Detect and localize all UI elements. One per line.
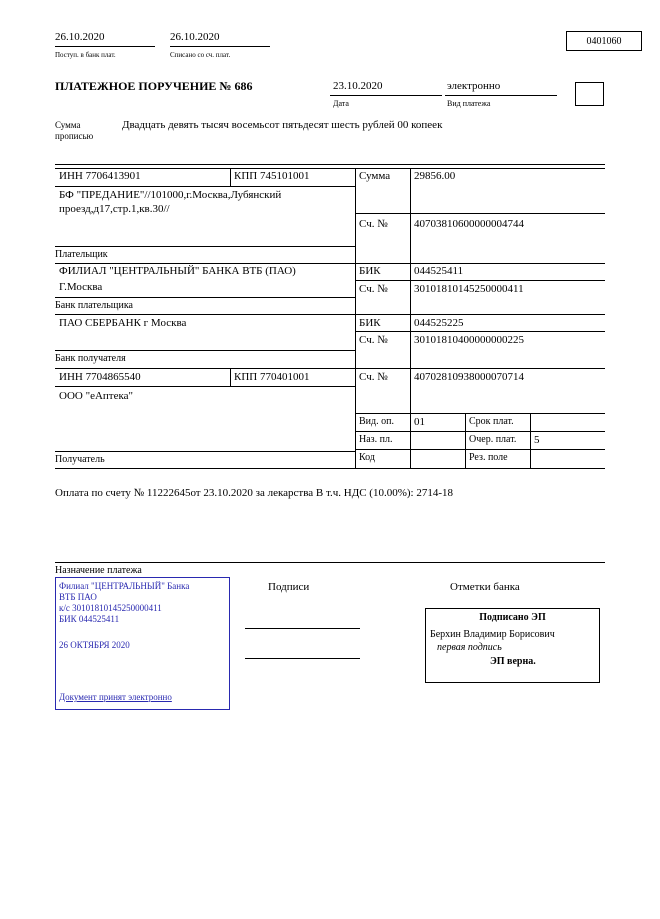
- receiver-bank-caption: Банк получателя: [55, 353, 126, 364]
- esignature-verified: ЭП верна.: [490, 656, 536, 667]
- debited-date-underline: [170, 46, 270, 47]
- receiver-caption: Получатель: [55, 454, 105, 465]
- payer-bank-name: ФИЛИАЛ "ЦЕНТРАЛЬНЫЙ" БАНКА ВТБ (ПАО): [59, 265, 296, 277]
- signature-line-1: [245, 628, 360, 629]
- esignature-title: Подписано ЭП: [479, 612, 546, 623]
- stamp-note: Документ принят электронно: [59, 692, 172, 702]
- amount-words-label-2: прописью: [55, 131, 94, 141]
- priority-label: Очер. плат.: [469, 434, 517, 445]
- debited-date: 26.10.2020: [170, 31, 220, 43]
- received-date: 26.10.2020: [55, 31, 105, 43]
- stamp-bank-line1: Филиал "ЦЕНТРАЛЬНЫЙ" Банка: [59, 581, 190, 591]
- receiver-kpp: КПП 770401001: [234, 371, 310, 383]
- sum-label: Сумма: [359, 170, 391, 182]
- divider: [355, 213, 605, 214]
- signature-line-2: [245, 658, 360, 659]
- document-date-underline: [330, 95, 442, 96]
- divider: [355, 449, 605, 450]
- sum-value: 29856.00: [414, 170, 456, 182]
- table-border-top: [55, 168, 605, 169]
- document-title: ПЛАТЕЖНОЕ ПОРУЧЕНИЕ № 686: [55, 79, 253, 93]
- received-date-label: Поступ. в банк плат.: [55, 51, 116, 59]
- divider: [410, 168, 411, 468]
- payment-type-checkbox: [575, 82, 604, 106]
- divider: [530, 413, 531, 468]
- stamp-date: 26 ОКТЯБРЯ 2020: [59, 640, 130, 650]
- stamp-bank-line2: ВТБ ПАО: [59, 592, 97, 602]
- divider: [465, 413, 466, 468]
- purpose-divider: [55, 562, 605, 563]
- receiver-account-label: Сч. №: [359, 371, 388, 383]
- divider: [230, 368, 231, 386]
- receiver-bank-bik: 044525225: [414, 317, 464, 329]
- priority-value: 5: [534, 434, 540, 446]
- payment-type: электронно: [447, 80, 501, 92]
- divider: [355, 280, 605, 281]
- signatures-header: Подписи: [268, 581, 310, 593]
- payer-kpp: КПП 745101001: [234, 170, 310, 182]
- bank-marks-header: Отметки банка: [450, 581, 520, 593]
- divider: [355, 331, 605, 332]
- payer-caption: Плательщик: [55, 249, 108, 260]
- document-date-label: Дата: [333, 99, 349, 108]
- payer-account-label: Сч. №: [359, 218, 388, 230]
- document-date: 23.10.2020: [333, 80, 383, 92]
- divider: [55, 186, 355, 187]
- payer-bank-bik: 044525411: [414, 265, 464, 277]
- receiver-bank-account: 30101810400000000225: [414, 334, 524, 346]
- payer-bank-caption: Банк плательщика: [55, 300, 133, 311]
- amount-in-words: Двадцать девять тысяч восемьсот пятьдесят шесть рублей 00 копеек: [122, 119, 443, 131]
- payer-name: БФ "ПРЕДАНИЕ"//101000,г.Москва,Лубянский проезд,д17,стр.1,кв.30//: [59, 189, 282, 215]
- reserve-field-label: Рез. поле: [469, 452, 508, 463]
- amount-words-divider: [55, 164, 605, 165]
- payer-inn: ИНН 7706413901: [59, 170, 141, 182]
- payment-purpose-text: Оплата по счету № 11222645от 23.10.2020 за лекарства В т.ч. НДС (10.00%): 2714-18: [55, 487, 453, 499]
- divider: [355, 168, 356, 468]
- divider: [55, 263, 605, 264]
- payer-bank-account: 30101810145250000411: [414, 283, 524, 295]
- pay-term-label: Срок плат.: [469, 416, 514, 427]
- payment-purpose-caption: Назначение платежа: [55, 565, 142, 576]
- divider: [230, 168, 231, 186]
- divider: [55, 368, 605, 369]
- payer-bank-bik-label: БИК: [359, 265, 381, 277]
- amount-words-label-1: Сумма: [55, 120, 81, 130]
- receiver-account: 40702810938000070714: [414, 371, 524, 383]
- divider: [55, 386, 355, 387]
- esignature-sub: первая подпись: [437, 642, 502, 653]
- payment-type-label: Вид платежа: [447, 99, 491, 108]
- stamp-corr-account: к/с 30101810145250000411: [59, 603, 162, 613]
- divider: [355, 413, 605, 414]
- divider: [55, 350, 355, 351]
- received-date-underline: [55, 46, 155, 47]
- payer-bank-city: Г.Москва: [59, 281, 103, 293]
- esignature-name: Берхин Владимир Борисович: [430, 629, 555, 640]
- divider: [355, 431, 605, 432]
- divider: [55, 297, 355, 298]
- purpose-code-label: Наз. пл.: [359, 434, 393, 445]
- receiver-bank-bik-label: БИК: [359, 317, 381, 329]
- receiver-inn: ИНН 7704865540: [59, 371, 141, 383]
- form-code-box: 0401060: [566, 31, 642, 51]
- debited-date-label: Списано со сч. плат.: [170, 51, 231, 59]
- divider: [55, 451, 355, 452]
- divider: [55, 246, 355, 247]
- receiver-name: ООО "еАптека": [59, 390, 134, 402]
- payment-type-underline: [445, 95, 557, 96]
- op-type-value: 01: [414, 416, 425, 428]
- payer-account: 40703810600000004744: [414, 218, 524, 230]
- divider: [55, 314, 605, 315]
- receiver-bank-name: ПАО СБЕРБАНК г Москва: [59, 317, 187, 329]
- payer-bank-account-label: Сч. №: [359, 283, 388, 295]
- code-label: Код: [359, 452, 375, 463]
- receiver-bank-account-label: Сч. №: [359, 334, 388, 346]
- stamp-bik: БИК 044525411: [59, 614, 120, 624]
- table-border-bottom: [55, 468, 605, 469]
- op-type-label: Вид. оп.: [359, 416, 394, 427]
